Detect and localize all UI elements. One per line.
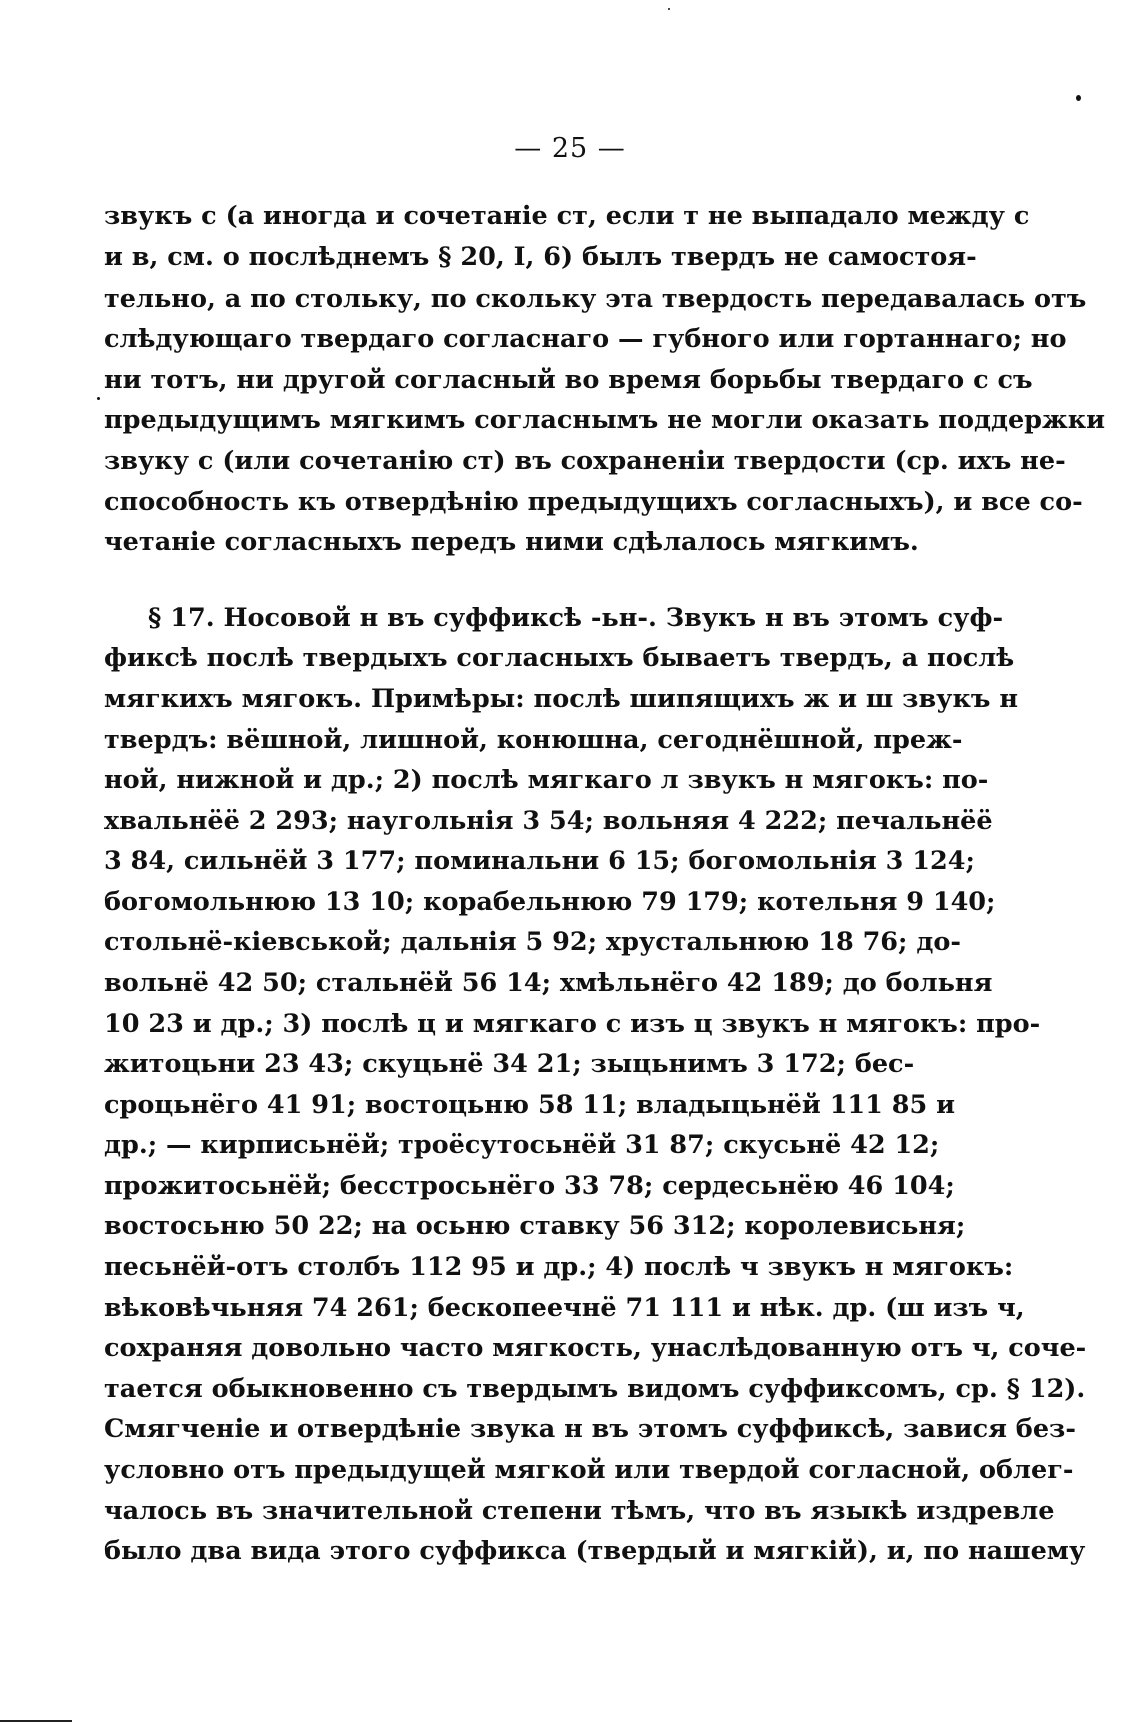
text-line: вольнё 42 50; стальнёй 56 14; хмѣльнёго 42 189; до больня: [104, 968, 993, 998]
text-line: вѣковѣчьняя 74 261; бескопеечнё 71 111 и нѣк. др. (ш изъ ч,: [104, 1293, 1025, 1323]
text-line: Смягченіе и отвердѣніе звука н въ этомъ суффиксѣ, завися без-: [104, 1414, 1076, 1444]
scan-edge-mark: [0, 1720, 72, 1722]
text-line: песьнёй-отъ столбъ 112 95 и др.; 4) послѣ ч звукъ н мягокъ:: [104, 1252, 1014, 1282]
text-line: хвальнёё 2 293; наугольнія 3 54; вольняя 4 222; печальнёё: [104, 806, 993, 836]
text-line: житоцьни 23 43; скуцьнё 34 21; зыцьнимъ 3 172; бес-: [104, 1049, 915, 1079]
text-line: звукъ с (а иногда и сочетаніе ст, если т не выпадало между с: [104, 201, 1030, 231]
text-line: твердъ: вёшной, лишной, конюшна, сегоднёшной, преж-: [104, 725, 963, 755]
text-line: сохраняя довольно часто мягкость, унаслѣдованную отъ ч, соче-: [104, 1333, 1087, 1363]
text-line: стольнё-кіевськой; дальнія 5 92; хрустальнюю 18 76; до-: [104, 927, 961, 957]
text-line: звуку с (или сочетанію ст) въ сохраненіи твердости (ср. ихъ не-: [104, 446, 1066, 476]
text-line: ной, нижной и др.; 2) послѣ мягкаго л звукъ н мягокъ: по-: [104, 765, 989, 795]
text-line: ни тотъ, ни другой согласный во время борьбы твердаго с съ: [104, 365, 1033, 395]
text-line: богомольнюю 13 10; корабельнюю 79 179; котельня 9 140;: [104, 887, 996, 917]
text-line: тается обыкновенно съ твердымъ видомъ суффиксомъ, ср. § 12).: [104, 1374, 1086, 1404]
text-line: способность къ отвердѣнію предыдущихъ согласныхъ), и все со-: [104, 487, 1083, 517]
text-line: предыдущимъ мягкимъ согласнымъ не могли оказать поддержки: [104, 405, 1106, 435]
text-line: фиксѣ послѣ твердыхъ согласныхъ бываетъ твердъ, а послѣ: [104, 643, 1015, 673]
text-line: было два вида этого суффикса (твердый и мягкій), и, по нашему: [104, 1536, 1086, 1566]
scan-speck: [668, 8, 670, 10]
page-number: — 25 —: [514, 133, 626, 164]
text-line: 10 23 и др.; 3) послѣ ц и мягкаго с изъ ц звукъ н мягокъ: про-: [104, 1009, 1041, 1039]
text-line: и в, см. о послѣднемъ § 20, I, 6) былъ твердъ не самостоя-: [104, 242, 977, 272]
text-line: слѣдующаго твердаго согласнаго — губного или гортаннаго; но: [104, 324, 1067, 354]
text-line: четаніе согласныхъ передъ ними сдѣлалось мягкимъ.: [104, 527, 919, 557]
text-line: др.; — кирписьнёй; троёсутосьнёй 31 87; скусьнё 42 12;: [104, 1130, 940, 1160]
text-line: чалось въ значительной степени тѣмъ, что въ языкѣ издревле: [104, 1496, 1055, 1526]
text-line: востосьню 50 22; на осьню ставку 56 312; королевисьня;: [104, 1211, 966, 1241]
text-line: условно отъ предыдущей мягкой или твердой согласной, облег-: [104, 1455, 1074, 1485]
text-line: 3 84, сильнёй 3 177; поминальни 6 15; богомольнія 3 124;: [104, 846, 975, 876]
scan-speck: [1076, 95, 1081, 101]
text-line: сроцьнёго 41 91; востоцьню 58 11; владыцьнёй 111 85 и: [104, 1090, 956, 1120]
text-line: тельно, а по стольку, по скольку эта твердость передавалась отъ: [104, 284, 1087, 314]
text-line: прожитосьнёй; бесстросьнёго 33 78; сердесьнёю 46 104;: [104, 1171, 955, 1201]
section-heading-line: § 17. Носовой н въ суффиксѣ -ьн-. Звукъ н въ этомъ суф-: [148, 603, 1004, 633]
text-line: мягкихъ мягокъ. Примѣры: послѣ шипящихъ ж и ш звукъ н: [104, 684, 1019, 714]
scan-speck: [97, 397, 100, 400]
